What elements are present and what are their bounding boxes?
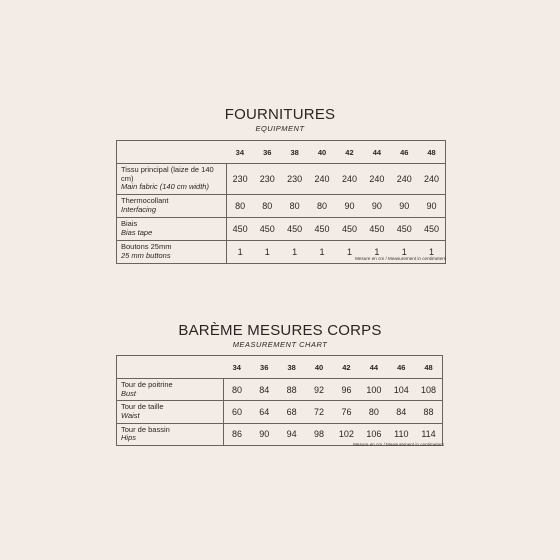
table-cell: 90 — [251, 423, 278, 445]
table-cell: 80 — [360, 401, 387, 423]
row-label-en: Interfacing — [121, 204, 157, 214]
fournitures-header-label — [117, 141, 227, 164]
row-label — [117, 401, 224, 423]
size-header: 40 — [305, 356, 332, 379]
table-cell: 80 — [281, 194, 308, 217]
table-cell: 230 — [254, 164, 281, 195]
table-cell: 102 — [333, 423, 360, 445]
table-row — [117, 164, 446, 195]
table-cell: 98 — [305, 423, 332, 445]
table-cell: 72 — [305, 401, 332, 423]
row-label — [117, 164, 227, 195]
bareme-title: BARÈME MESURES CORPS — [178, 322, 382, 339]
table-row — [117, 379, 443, 401]
table-row — [117, 401, 443, 423]
table-cell: 450 — [308, 217, 335, 240]
bareme-header-row — [117, 356, 443, 379]
row-label-fr: Tour de poitrine — [121, 380, 173, 389]
table-row — [117, 194, 446, 217]
table-cell: 240 — [363, 164, 390, 195]
size-header: 44 — [363, 141, 390, 164]
table-cell: 64 — [251, 401, 278, 423]
table-cell: 450 — [336, 217, 363, 240]
table-cell: 100 — [360, 379, 387, 401]
row-label-fr: Biais — [121, 219, 138, 229]
table-cell: 1 — [308, 240, 335, 263]
table-cell: 80 — [223, 379, 250, 401]
row-label — [117, 379, 224, 401]
table-cell: 90 — [363, 194, 390, 217]
bareme-header-label — [117, 356, 224, 379]
size-header: 48 — [415, 356, 443, 379]
fournitures-header-row — [117, 141, 446, 164]
table-cell: 1 — [226, 240, 253, 263]
size-header: 36 — [254, 141, 281, 164]
table-cell: 84 — [251, 379, 278, 401]
table-cell: 240 — [418, 164, 446, 195]
table-cell: 240 — [308, 164, 335, 195]
size-header: 42 — [336, 141, 363, 164]
table-cell: 1 — [281, 240, 308, 263]
row-label-fr: Thermocollant — [121, 196, 169, 206]
table-cell: 450 — [226, 217, 253, 240]
table-cell: 68 — [278, 401, 305, 423]
table-cell: 450 — [418, 217, 446, 240]
bareme-table — [116, 355, 443, 446]
size-header: 40 — [308, 141, 335, 164]
size-header: 46 — [388, 356, 415, 379]
row-label-fr: Tissu principal (laize de 140 cm) — [121, 165, 214, 183]
table-cell: 80 — [226, 194, 253, 217]
row-label — [117, 240, 227, 263]
table-cell: 114 — [415, 423, 443, 445]
table-cell: 230 — [226, 164, 253, 195]
fournitures-note: Mesure en cm / Measurement in centimeters — [355, 256, 446, 261]
table-cell: 1 — [418, 240, 446, 263]
table-cell: 230 — [281, 164, 308, 195]
table-cell: 450 — [363, 217, 390, 240]
size-header: 48 — [418, 141, 446, 164]
table-cell: 1 — [363, 240, 390, 263]
size-header: 44 — [360, 356, 387, 379]
table-cell: 86 — [223, 423, 250, 445]
size-header: 38 — [281, 141, 308, 164]
row-label-fr: Tour de bassin — [121, 424, 170, 434]
table-cell: 450 — [254, 217, 281, 240]
table-cell: 92 — [305, 379, 332, 401]
table-cell: 240 — [391, 164, 418, 195]
row-label-fr: Boutons 25mm — [121, 242, 172, 252]
table-cell: 80 — [308, 194, 335, 217]
size-header: 38 — [278, 356, 305, 379]
table-cell: 96 — [333, 379, 360, 401]
table-cell: 106 — [360, 423, 387, 445]
size-header: 46 — [391, 141, 418, 164]
table-cell: 90 — [336, 194, 363, 217]
table-cell: 76 — [333, 401, 360, 423]
size-header: 42 — [333, 356, 360, 379]
table-cell: 110 — [388, 423, 415, 445]
size-header: 34 — [226, 141, 253, 164]
table-cell: 60 — [223, 401, 250, 423]
bareme-note: Mesure en cm / Measurement in centimeters — [353, 442, 444, 447]
table-row — [117, 217, 446, 240]
fournitures-subtitle: EQUIPMENT — [255, 124, 305, 133]
row-label-en: Hips — [121, 433, 137, 443]
fournitures-section — [0, 106, 560, 133]
row-label-en: Main fabric (140 cm width) — [121, 182, 209, 192]
table-cell: 88 — [415, 401, 443, 423]
table-cell: 94 — [278, 423, 305, 445]
fournitures-title: FOURNITURES — [224, 106, 336, 123]
row-label-en: Waist — [121, 410, 140, 420]
bareme-subtitle: MEASUREMENT CHART — [232, 340, 328, 349]
table-cell: 90 — [418, 194, 446, 217]
table-cell: 88 — [278, 379, 305, 401]
table-cell: 1 — [391, 240, 418, 263]
row-label-en: Bias tape — [121, 227, 153, 237]
table-cell: 240 — [336, 164, 363, 195]
table-cell: 90 — [391, 194, 418, 217]
row-label — [117, 217, 227, 240]
row-label-fr: Tour de taille — [121, 402, 164, 412]
table-cell: 104 — [388, 379, 415, 401]
table-cell: 84 — [388, 401, 415, 423]
table-cell: 450 — [281, 217, 308, 240]
row-label — [117, 423, 224, 445]
size-header: 34 — [223, 356, 250, 379]
table-cell: 108 — [415, 379, 443, 401]
row-label-en: Bust — [121, 388, 137, 398]
size-header: 36 — [251, 356, 278, 379]
row-label — [117, 194, 227, 217]
fournitures-table — [116, 140, 446, 264]
table-cell: 80 — [254, 194, 281, 217]
table-cell: 450 — [391, 217, 418, 240]
row-label-en: 25 mm buttons — [121, 250, 171, 260]
table-cell: 1 — [336, 240, 363, 263]
table-cell: 1 — [254, 240, 281, 263]
bareme-section — [0, 322, 560, 349]
